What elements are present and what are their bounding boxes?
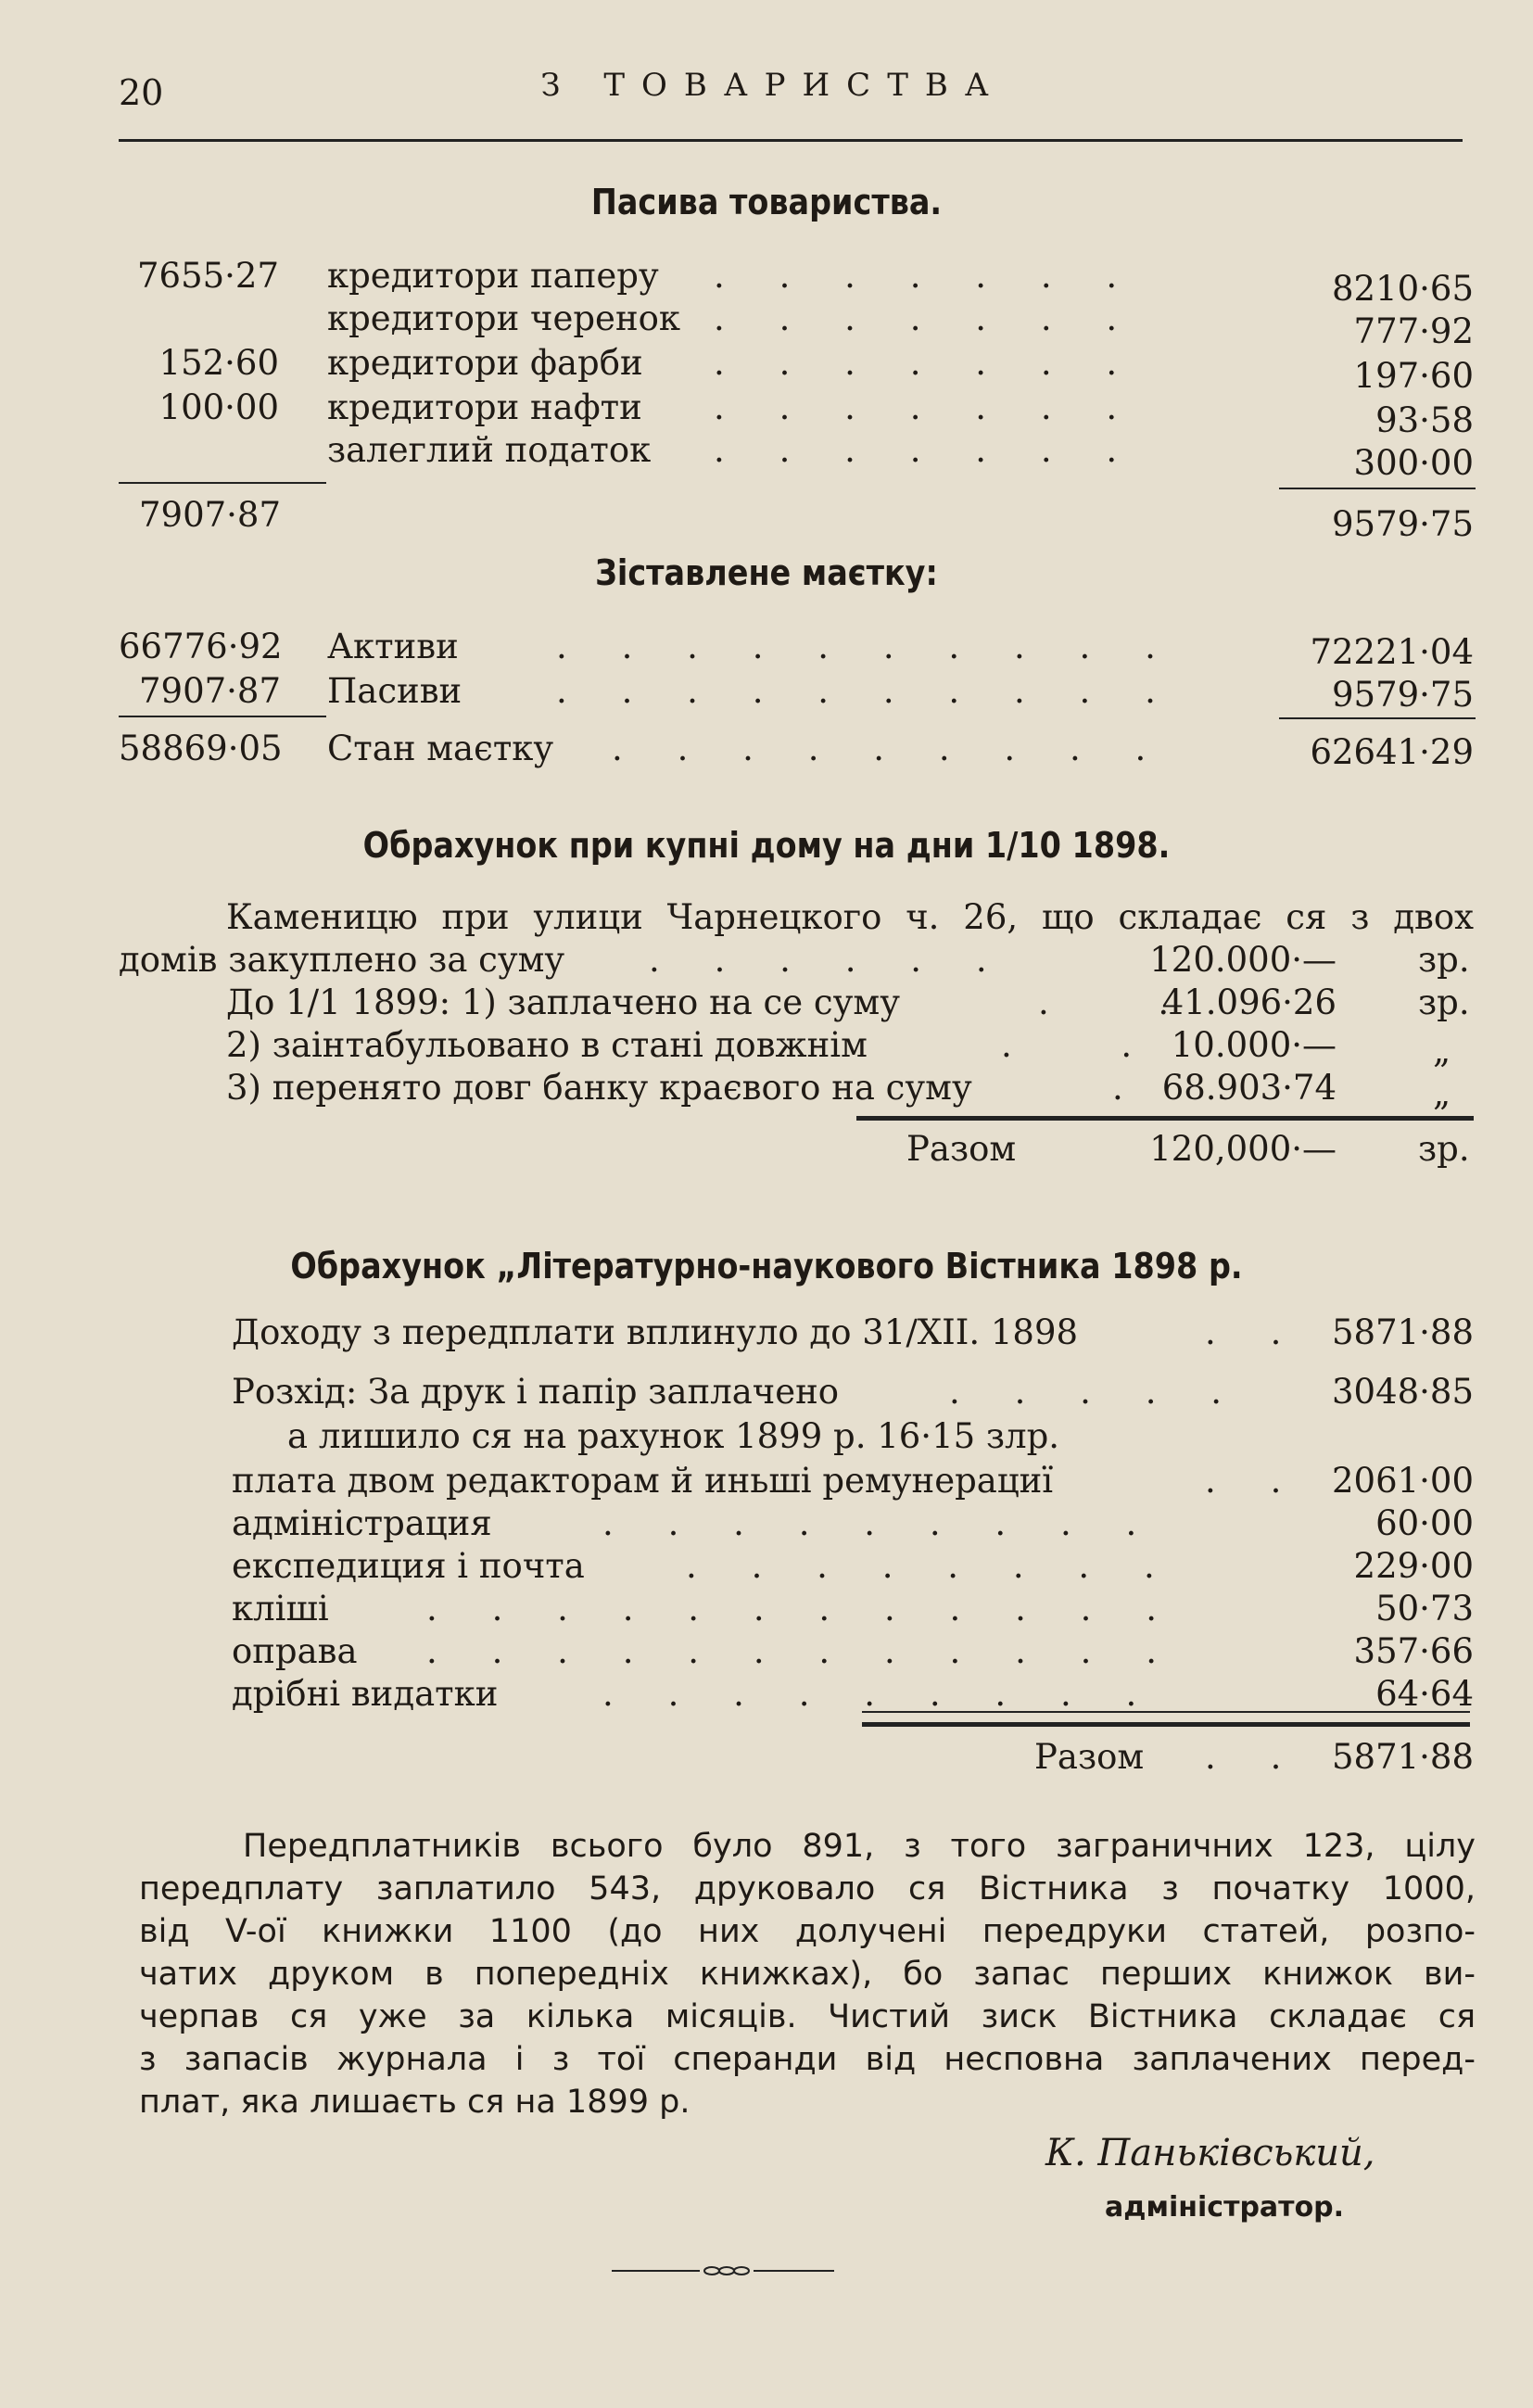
leader-dots: . . <box>1038 982 1170 1022</box>
journal-total-amount: 5871·88 <box>1331 1737 1474 1777</box>
leader-dots: . . <box>1205 1461 1282 1501</box>
comparison-total-left: 58869·05 <box>119 729 283 768</box>
expense-item-label: експедиция і почта <box>232 1546 585 1586</box>
leader-dots: . . . . . . . . . <box>602 1503 1137 1543</box>
leader-dots: . . . . . . <box>649 940 987 980</box>
subtotal-rule <box>862 1711 1470 1713</box>
closing-line: від V-ої книжки 1100 (до них долучені передруки статей, розпо- <box>139 1913 1476 1950</box>
house-title: Обрахунок при купні дому на дни 1/10 1898. <box>362 825 1171 866</box>
closing-line: плат, яка лишаєть ся на 1899 р. <box>139 2084 690 2121</box>
subtotal-rule <box>119 482 326 484</box>
liabilities-label: залеглий податок <box>327 430 652 470</box>
comparison-left-value: 66776·92 <box>119 627 283 666</box>
expense-amount: 3048·85 <box>1331 1372 1474 1412</box>
liabilities-right-value: 8210·65 <box>1331 269 1474 309</box>
expense-note: а лишило ся на рахунок 1899 р. 16·15 злр. <box>287 1416 1060 1456</box>
leader-dots: . . . . . . . <box>714 343 1118 383</box>
total-rule <box>862 1722 1470 1727</box>
expense-item-label: кліші <box>232 1589 329 1629</box>
comparison-left-value: 7907·87 <box>139 671 282 711</box>
house-line-text: 2) заінтабульовано в стані довжнім <box>226 1025 868 1065</box>
liabilities-title: Пасива товариства. <box>590 182 943 222</box>
expense-item-label: адміністрация <box>232 1503 492 1543</box>
house-amount: 120.000·— <box>1149 940 1337 980</box>
leader-dots: . . . . . . . . . . <box>556 671 1156 711</box>
page-number: 20 <box>119 72 164 113</box>
expense-text: Розхід: За друк і папір заплачено <box>232 1372 840 1412</box>
expense-item-amount: 64·64 <box>1375 1674 1474 1714</box>
leader-dots: . <box>1112 1068 1123 1108</box>
leader-dots: . . . . . . . . <box>686 1546 1155 1586</box>
journal-title: Обрахунок „Літературно-наукового Вістника 1898 р. <box>290 1246 1243 1286</box>
closing-line: черпав ся уже за кілька місяців. Чистий зиск Вістника складає ся <box>139 1998 1476 2035</box>
liabilities-total-left: 7907·87 <box>139 495 282 535</box>
income-text: Доходу з передплати вплинуло до 31/XII. 1898 <box>232 1312 1079 1352</box>
comparison-label: Активи <box>327 627 459 666</box>
leader-dots: . . <box>1205 1737 1282 1777</box>
leader-dots: . . . . . . . . . <box>602 1674 1137 1714</box>
ditto-mark: „ <box>1433 1031 1451 1071</box>
currency-unit: зр. <box>1418 940 1470 980</box>
comparison-total-label: Стан маєтку <box>327 729 554 768</box>
income-amount: 5871·88 <box>1331 1312 1474 1352</box>
subtotal-rule <box>119 716 326 717</box>
ornament-icon <box>612 2262 834 2280</box>
leader-dots: . . . . . . . <box>714 298 1118 338</box>
house-line-text: До 1/1 1899: 1) заплачено на се суму <box>226 982 900 1022</box>
signature-name: К. Паньківський, <box>1045 2132 1375 2174</box>
leader-dots: . . . . . . . <box>714 387 1118 427</box>
closing-line: передплату заплатило 543, друковало ся Вістника з початку 1000, <box>139 1870 1476 1907</box>
currency-unit: зр. <box>1418 1129 1470 1169</box>
leader-dots: . . . . . . . . . . . . <box>426 1589 1158 1629</box>
liabilities-label: кредитори фарби <box>327 343 643 383</box>
closing-line: чатих друком в попередніх книжках), бо запас перших книжок ви- <box>139 1956 1476 1993</box>
house-total-amount: 120,000·— <box>1149 1129 1337 1169</box>
house-total-label: Разом <box>906 1129 1017 1169</box>
house-amount: 10.000·— <box>1171 1025 1337 1065</box>
ditto-mark: „ <box>1433 1073 1451 1113</box>
comparison-right-value: 9579·75 <box>1331 675 1474 715</box>
header-rule <box>119 139 1463 142</box>
expense-item-amount: 357·66 <box>1353 1631 1474 1671</box>
comparison-total-right: 62641·29 <box>1310 732 1474 772</box>
leader-dots: . . . . . . . . . . <box>556 627 1156 666</box>
expense-item-amount: 229·00 <box>1353 1546 1474 1586</box>
house-line: Каменицю при улици Чарнецкого ч. 26, що складає ся з двох <box>226 897 1474 937</box>
house-line-text: 3) перенято довг банку краєвого на суму <box>226 1068 972 1108</box>
signature-title: адміністратор. <box>1105 2191 1345 2224</box>
leader-dots: . . . . . . . . . <box>612 729 1147 768</box>
liabilities-right-value: 300·00 <box>1353 443 1474 483</box>
house-line-text: домів закуплено за суму <box>119 940 565 980</box>
liabilities-left-value: 100·00 <box>158 387 279 427</box>
total-rule <box>856 1116 1474 1121</box>
comparison-title: Зіставлене маєтку: <box>595 552 938 593</box>
liabilities-right-value: 777·92 <box>1353 311 1474 351</box>
expense-item-amount: 60·00 <box>1375 1503 1474 1543</box>
leader-dots: . . <box>1001 1025 1133 1065</box>
expense-item-label: дрібні видатки <box>232 1674 499 1714</box>
closing-line: з запасів журнала і з тої сперанди від несповна заплачених перед- <box>139 2041 1476 2078</box>
leader-dots: . . . . . . . <box>714 430 1118 470</box>
expense-item-label: плата двом редакторам й иньші ремунерациї <box>232 1461 1054 1501</box>
expense-item-amount: 2061·00 <box>1331 1461 1474 1501</box>
leader-dots: . . . . . . . <box>714 256 1118 296</box>
subtotal-rule <box>1279 717 1476 719</box>
leader-dots: . . <box>1205 1312 1282 1352</box>
house-amount: 41.096·26 <box>1161 982 1337 1022</box>
liabilities-label: кредитори черенок <box>327 298 681 338</box>
comparison-label: Пасиви <box>327 671 462 711</box>
comparison-right-value: 72221·04 <box>1310 632 1474 672</box>
liabilities-label: кредитори нафти <box>327 387 642 427</box>
liabilities-right-value: 93·58 <box>1375 400 1474 440</box>
closing-line: Передплатників всього було 891, з того заграничних 123, цілу <box>243 1828 1476 1865</box>
liabilities-right-value: 197·60 <box>1353 356 1474 396</box>
expense-item-amount: 50·73 <box>1375 1589 1474 1629</box>
expense-item-label: оправа <box>232 1631 358 1671</box>
liabilities-left-value: 7655·27 <box>136 256 279 296</box>
leader-dots: . . . . . . . . . . . . <box>426 1631 1158 1671</box>
closing-ornament <box>612 2262 834 2280</box>
journal-total-label: Разом <box>1034 1737 1145 1777</box>
currency-unit: зр. <box>1418 982 1470 1022</box>
house-amount: 68.903·74 <box>1161 1068 1337 1108</box>
leader-dots: . . . . . <box>949 1372 1223 1412</box>
liabilities-total-right: 9579·75 <box>1331 504 1474 544</box>
liabilities-left-value: 152·60 <box>158 343 279 383</box>
subtotal-rule <box>1279 488 1476 489</box>
running-head: З ТОВАРИСТВА <box>540 67 1006 104</box>
liabilities-label: кредитори паперу <box>327 256 659 296</box>
